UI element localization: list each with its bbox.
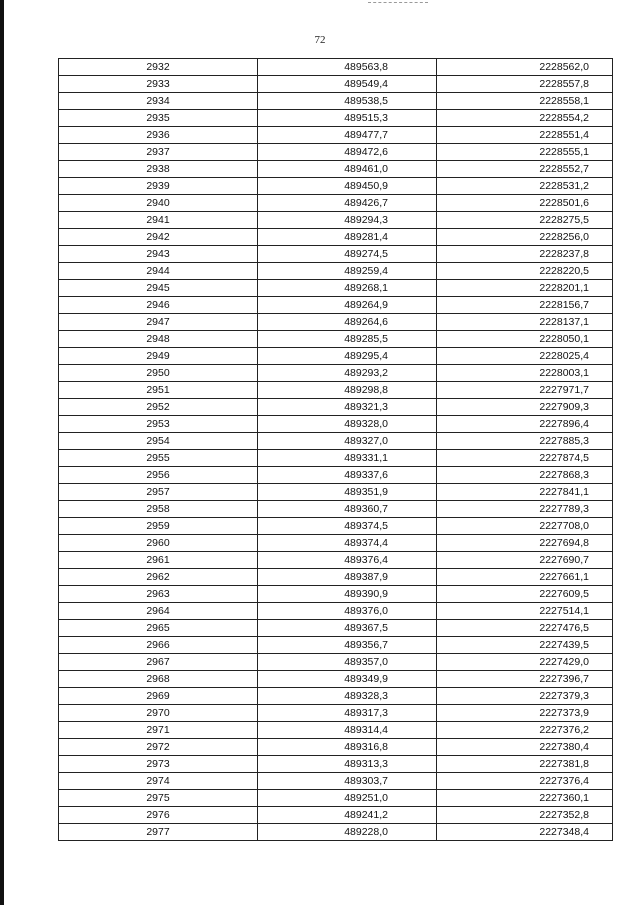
coordinates-table-body <box>59 59 613 841</box>
x-coordinate-cell: 489461,0 <box>258 161 437 178</box>
table-row <box>59 535 613 552</box>
y-coordinate-cell: 2228025,4 <box>437 348 613 365</box>
x-coordinate-cell: 489563,8 <box>258 59 437 76</box>
x-coordinate-cell: 489426,7 <box>258 195 437 212</box>
scan-dash-mark <box>368 2 428 3</box>
point-number-cell: 2938 <box>59 161 258 178</box>
table-row <box>59 59 613 76</box>
table-row <box>59 807 613 824</box>
x-coordinate-cell: 489387,9 <box>258 569 437 586</box>
y-coordinate-cell: 2228531,2 <box>437 178 613 195</box>
x-coordinate-cell: 489303,7 <box>258 773 437 790</box>
x-coordinate-cell: 489328,3 <box>258 688 437 705</box>
x-coordinate-cell: 489376,0 <box>258 603 437 620</box>
y-coordinate-cell: 2227376,4 <box>437 773 613 790</box>
point-number-cell: 2935 <box>59 110 258 127</box>
point-number-cell: 2975 <box>59 790 258 807</box>
y-coordinate-cell: 2227352,8 <box>437 807 613 824</box>
scan-edge-bar <box>0 0 4 905</box>
y-coordinate-cell: 2227381,8 <box>437 756 613 773</box>
y-coordinate-cell: 2228501,6 <box>437 195 613 212</box>
table-row <box>59 722 613 739</box>
point-number-cell: 2948 <box>59 331 258 348</box>
table-row <box>59 501 613 518</box>
table-row <box>59 297 613 314</box>
x-coordinate-cell: 489317,3 <box>258 705 437 722</box>
y-coordinate-cell: 2227429,0 <box>437 654 613 671</box>
point-number-cell: 2939 <box>59 178 258 195</box>
y-coordinate-cell: 2228220,5 <box>437 263 613 280</box>
x-coordinate-cell: 489351,9 <box>258 484 437 501</box>
y-coordinate-cell: 2228050,1 <box>437 331 613 348</box>
point-number-cell: 2962 <box>59 569 258 586</box>
point-number-cell: 2932 <box>59 59 258 76</box>
table-row <box>59 620 613 637</box>
point-number-cell: 2952 <box>59 399 258 416</box>
y-coordinate-cell: 2227380,4 <box>437 739 613 756</box>
point-number-cell: 2947 <box>59 314 258 331</box>
table-row <box>59 671 613 688</box>
point-number-cell: 2942 <box>59 229 258 246</box>
point-number-cell: 2968 <box>59 671 258 688</box>
table-row <box>59 212 613 229</box>
table-row <box>59 229 613 246</box>
x-coordinate-cell: 489264,6 <box>258 314 437 331</box>
point-number-cell: 2971 <box>59 722 258 739</box>
y-coordinate-cell: 2228552,7 <box>437 161 613 178</box>
table-row <box>59 705 613 722</box>
y-coordinate-cell: 2227885,3 <box>437 433 613 450</box>
table-row <box>59 586 613 603</box>
point-number-cell: 2933 <box>59 76 258 93</box>
x-coordinate-cell: 489298,8 <box>258 382 437 399</box>
y-coordinate-cell: 2228137,1 <box>437 314 613 331</box>
point-number-cell: 2972 <box>59 739 258 756</box>
point-number-cell: 2966 <box>59 637 258 654</box>
table-row <box>59 314 613 331</box>
table-row <box>59 654 613 671</box>
x-coordinate-cell: 489251,0 <box>258 790 437 807</box>
point-number-cell: 2940 <box>59 195 258 212</box>
x-coordinate-cell: 489360,7 <box>258 501 437 518</box>
y-coordinate-cell: 2227789,3 <box>437 501 613 518</box>
table-row <box>59 688 613 705</box>
table-row <box>59 450 613 467</box>
x-coordinate-cell: 489515,3 <box>258 110 437 127</box>
x-coordinate-cell: 489367,5 <box>258 620 437 637</box>
y-coordinate-cell: 2227694,8 <box>437 535 613 552</box>
y-coordinate-cell: 2228558,1 <box>437 93 613 110</box>
y-coordinate-cell: 2227379,3 <box>437 688 613 705</box>
point-number-cell: 2937 <box>59 144 258 161</box>
y-coordinate-cell: 2227971,7 <box>437 382 613 399</box>
table-row <box>59 93 613 110</box>
x-coordinate-cell: 489264,9 <box>258 297 437 314</box>
table-row <box>59 144 613 161</box>
x-coordinate-cell: 489314,4 <box>258 722 437 739</box>
table-row <box>59 195 613 212</box>
y-coordinate-cell: 2227690,7 <box>437 552 613 569</box>
y-coordinate-cell: 2227373,9 <box>437 705 613 722</box>
point-number-cell: 2941 <box>59 212 258 229</box>
y-coordinate-cell: 2228237,8 <box>437 246 613 263</box>
point-number-cell: 2936 <box>59 127 258 144</box>
table-row <box>59 161 613 178</box>
x-coordinate-cell: 489268,1 <box>258 280 437 297</box>
x-coordinate-cell: 489356,7 <box>258 637 437 654</box>
table-row <box>59 739 613 756</box>
y-coordinate-cell: 2228557,8 <box>437 76 613 93</box>
x-coordinate-cell: 489274,5 <box>258 246 437 263</box>
point-number-cell: 2953 <box>59 416 258 433</box>
y-coordinate-cell: 2227874,5 <box>437 450 613 467</box>
table-row <box>59 603 613 620</box>
x-coordinate-cell: 489538,5 <box>258 93 437 110</box>
coordinates-table <box>58 58 613 841</box>
y-coordinate-cell: 2227396,7 <box>437 671 613 688</box>
y-coordinate-cell: 2228551,4 <box>437 127 613 144</box>
y-coordinate-cell: 2227376,2 <box>437 722 613 739</box>
table-row <box>59 110 613 127</box>
x-coordinate-cell: 489281,4 <box>258 229 437 246</box>
table-row <box>59 416 613 433</box>
point-number-cell: 2960 <box>59 535 258 552</box>
y-coordinate-cell: 2227348,4 <box>437 824 613 841</box>
point-number-cell: 2946 <box>59 297 258 314</box>
y-coordinate-cell: 2227439,5 <box>437 637 613 654</box>
table-row <box>59 331 613 348</box>
table-row <box>59 467 613 484</box>
table-row <box>59 552 613 569</box>
x-coordinate-cell: 489477,7 <box>258 127 437 144</box>
table-row <box>59 484 613 501</box>
y-coordinate-cell: 2228201,1 <box>437 280 613 297</box>
point-number-cell: 2934 <box>59 93 258 110</box>
table-row <box>59 365 613 382</box>
point-number-cell: 2951 <box>59 382 258 399</box>
y-coordinate-cell: 2227841,1 <box>437 484 613 501</box>
point-number-cell: 2964 <box>59 603 258 620</box>
x-coordinate-cell: 489472,6 <box>258 144 437 161</box>
x-coordinate-cell: 489327,0 <box>258 433 437 450</box>
y-coordinate-cell: 2227661,1 <box>437 569 613 586</box>
x-coordinate-cell: 489357,0 <box>258 654 437 671</box>
table-row <box>59 127 613 144</box>
table-row <box>59 246 613 263</box>
x-coordinate-cell: 489259,4 <box>258 263 437 280</box>
y-coordinate-cell: 2228554,2 <box>437 110 613 127</box>
x-coordinate-cell: 489313,3 <box>258 756 437 773</box>
y-coordinate-cell: 2227476,5 <box>437 620 613 637</box>
point-number-cell: 2957 <box>59 484 258 501</box>
table-row <box>59 348 613 365</box>
point-number-cell: 2976 <box>59 807 258 824</box>
y-coordinate-cell: 2228256,0 <box>437 229 613 246</box>
table-row <box>59 569 613 586</box>
x-coordinate-cell: 489549,4 <box>258 76 437 93</box>
point-number-cell: 2974 <box>59 773 258 790</box>
point-number-cell: 2958 <box>59 501 258 518</box>
point-number-cell: 2954 <box>59 433 258 450</box>
x-coordinate-cell: 489390,9 <box>258 586 437 603</box>
table-row <box>59 637 613 654</box>
y-coordinate-cell: 2227609,5 <box>437 586 613 603</box>
point-number-cell: 2969 <box>59 688 258 705</box>
x-coordinate-cell: 489374,5 <box>258 518 437 535</box>
table-row <box>59 790 613 807</box>
table-row <box>59 280 613 297</box>
x-coordinate-cell: 489295,4 <box>258 348 437 365</box>
point-number-cell: 2956 <box>59 467 258 484</box>
x-coordinate-cell: 489331,1 <box>258 450 437 467</box>
table-row <box>59 382 613 399</box>
x-coordinate-cell: 489374,4 <box>258 535 437 552</box>
table-row <box>59 399 613 416</box>
x-coordinate-cell: 489450,9 <box>258 178 437 195</box>
y-coordinate-cell: 2228555,1 <box>437 144 613 161</box>
point-number-cell: 2963 <box>59 586 258 603</box>
y-coordinate-cell: 2228275,5 <box>437 212 613 229</box>
point-number-cell: 2945 <box>59 280 258 297</box>
x-coordinate-cell: 489293,2 <box>258 365 437 382</box>
x-coordinate-cell: 489241,2 <box>258 807 437 824</box>
point-number-cell: 2950 <box>59 365 258 382</box>
point-number-cell: 2944 <box>59 263 258 280</box>
y-coordinate-cell: 2228562,0 <box>437 59 613 76</box>
x-coordinate-cell: 489376,4 <box>258 552 437 569</box>
y-coordinate-cell: 2227360,1 <box>437 790 613 807</box>
table-row <box>59 518 613 535</box>
point-number-cell: 2949 <box>59 348 258 365</box>
point-number-cell: 2967 <box>59 654 258 671</box>
y-coordinate-cell: 2227896,4 <box>437 416 613 433</box>
x-coordinate-cell: 489294,3 <box>258 212 437 229</box>
point-number-cell: 2973 <box>59 756 258 773</box>
table-row <box>59 178 613 195</box>
x-coordinate-cell: 489228,0 <box>258 824 437 841</box>
y-coordinate-cell: 2228156,7 <box>437 297 613 314</box>
y-coordinate-cell: 2227514,1 <box>437 603 613 620</box>
point-number-cell: 2959 <box>59 518 258 535</box>
table-row <box>59 756 613 773</box>
x-coordinate-cell: 489349,9 <box>258 671 437 688</box>
point-number-cell: 2970 <box>59 705 258 722</box>
x-coordinate-cell: 489321,3 <box>258 399 437 416</box>
y-coordinate-cell: 2227708,0 <box>437 518 613 535</box>
x-coordinate-cell: 489328,0 <box>258 416 437 433</box>
x-coordinate-cell: 489337,6 <box>258 467 437 484</box>
page-number: 72 <box>314 34 326 46</box>
table-row <box>59 433 613 450</box>
point-number-cell: 2961 <box>59 552 258 569</box>
point-number-cell: 2955 <box>59 450 258 467</box>
y-coordinate-cell: 2227868,3 <box>437 467 613 484</box>
point-number-cell: 2943 <box>59 246 258 263</box>
y-coordinate-cell: 2227909,3 <box>437 399 613 416</box>
table-row <box>59 263 613 280</box>
table-row <box>59 824 613 841</box>
x-coordinate-cell: 489285,5 <box>258 331 437 348</box>
x-coordinate-cell: 489316,8 <box>258 739 437 756</box>
point-number-cell: 2977 <box>59 824 258 841</box>
point-number-cell: 2965 <box>59 620 258 637</box>
y-coordinate-cell: 2228003,1 <box>437 365 613 382</box>
table-row <box>59 773 613 790</box>
table-row <box>59 76 613 93</box>
